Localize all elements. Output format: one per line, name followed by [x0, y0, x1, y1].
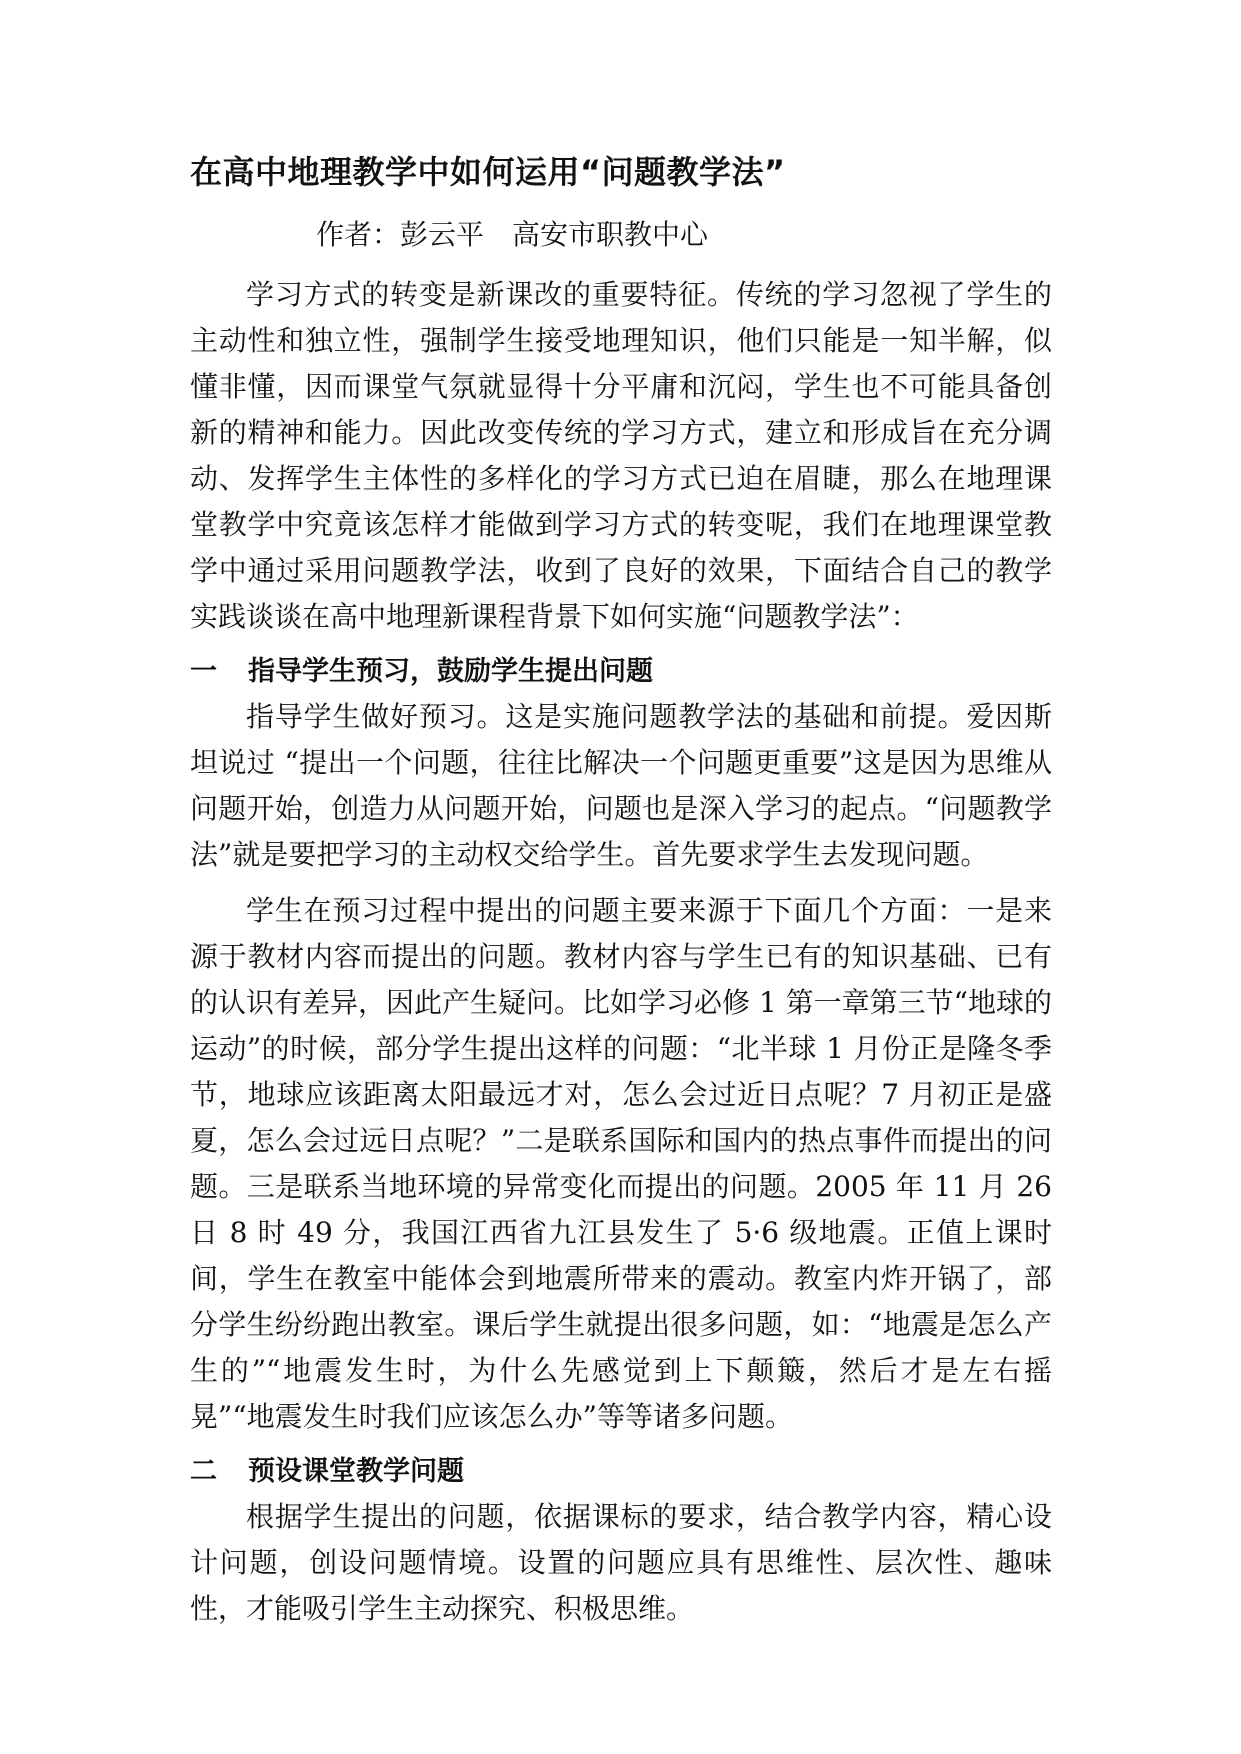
- author-line: [190, 214, 1052, 256]
- section-1-paragraph-2: 学生在预习过程中提出的问题主要来源于下面几个方面：一是来源于教材内容而提出的问题。教材内容与学生已有的知识基础、已有的认识有差异，因此产生疑问。比如学习必修 1 第一章第三节“地球的运动”的时候，部分学生提出这样的问题：“北半球 1 月份正是隆冬季节，地球应该距离太阳最远才对，怎么会过近日点呢？7 月初正是盛夏，怎么会过远日点呢？”二是联系国际和国内的热点事件而提出的问题。三是联系当地环境的异常变化而提出的问题。2005 年 11 月 26 日 8 时 49 分，我国江西省九江县发生了 5·6 级地震。正值上课时间，学生在教室中能体会到地震所带来的震动。教室内炸开锅了，部分学生纷纷跑出教室。课后学生就提出很多问题，如：“地震是怎么产生的”“地震发生时，为什么先感觉到上下颠簸，然后才是左右摇晃”“地震发生时我们应该怎么办”等等诸多问题。: [190, 894, 1052, 1433]
- section-2-number: 二: [190, 1456, 217, 1487]
- section-2-heading: [190, 1450, 1052, 1494]
- section-1-paragraph-1: 指导学生做好预习。这是实施问题教学法的基础和前提。爱因斯坦说过 “提出一个问题，往往比解决一个问题更重要”这是因为思维从问题开始，创造力从问题开始，问题也是深入学习的起点。“问题教学法”就是要把学习的主动权交给学生。首先要求学生去发现问题。: [190, 700, 1052, 871]
- section-1-number: 一: [190, 656, 217, 687]
- article-body: [190, 150, 1052, 1642]
- section-1-title: 指导学生预习，鼓励学生提出问题: [248, 656, 653, 687]
- author-organization: 高安市职教中心: [512, 218, 709, 251]
- intro-paragraph: 学习方式的转变是新课改的重要特征。传统的学习忽视了学生的主动性和独立性，强制学生接受地理知识，他们只能是一知半解，似懂非懂，因而课堂气氛就显得十分平庸和沉闷，学生也不可能具备创新的精神和能力。因此改变传统的学习方式，建立和形成旨在充分调动、发挥学生主体性的多样化的学习方式已迫在眉睫，那么在地理课堂教学中究竟该怎样才能做到学习方式的转变呢，我们在地理课堂教学中通过采用问题教学法，收到了良好的效果，下面结合自己的教学实践谈谈在高中地理新课程背景下如何实施“问题教学法”：: [190, 278, 1052, 633]
- section-2-paragraph-1: 根据学生提出的问题，依据课标的要求，结合教学内容，精心设计问题，创设问题情境。设置的问题应具有思维性、层次性、趣味性，才能吸引学生主动探究、积极思维。: [190, 1500, 1052, 1625]
- section-1-heading: [190, 650, 1052, 694]
- section-2-title: 预设课堂教学问题: [248, 1456, 464, 1487]
- article-title: 在高中地理教学中如何运用“问题教学法”: [190, 153, 786, 191]
- author-name: 作者：彭云平: [316, 218, 485, 251]
